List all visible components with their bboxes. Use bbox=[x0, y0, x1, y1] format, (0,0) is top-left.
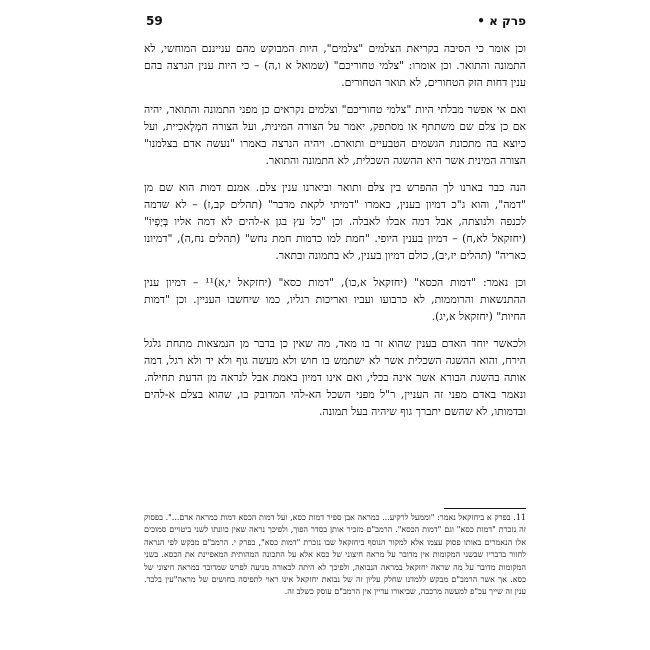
running-title: פרק א • bbox=[477, 14, 526, 28]
footnote-divider bbox=[444, 508, 526, 509]
paragraph: הנה כבר בארנו לך ההפרש בין צלם ותואר וביארנו ענין צלם. אמנם דמות הוא שם מן "דמה", והוא ג"כ דמיון בענין, כאמרו "דמיתי לקאת מדבר" (תהלים קב,ז) – לא שדמה לכנפה ולנוצתה, אבל דמה אבלו לאבלה. וכן "כל עץ בגן א-להים לא דמה אליו בְּיָפְיוֹ" (יחזקאל לא,ח) – דמיון בענין היופי. "חמת למו כדמות חמת נחש" (תהלים נח,ה), "דמיונו כאריה" (תהלים יז,יב), כולם דמיון בענין, לא בתמונה ובתאר. bbox=[144, 181, 526, 262]
main-text bbox=[144, 40, 526, 430]
page-number: 59 bbox=[146, 14, 163, 28]
paragraph: וכן אומר כי הסיבה בקריאת הצלמים "צלמים", היות המבוקש מהם ענייננם המוחשי, לא התמונה והתואר. וכן אומרו: "צלמי טחוריכם" (שמואל א ו,ה) – כי היות ענין הנרצה בהם ענין דחות הזק הטחורים, לא תואר הטחורים. bbox=[144, 42, 526, 89]
paragraph: וכן נאמר: "דמות הכסא" (יחזקאל א,כו), "דמות כסא" (יחזקאל י,א)¹¹ – דמיון ענין ההתנשאות והרוממות, לא כרבועו ועביו ואריכות רגליו, כמו שיחשבו העניין. וכן "דמות החיות" (יחזקאל א,יג). bbox=[144, 276, 526, 323]
footnote: 11. בפרק א ביחזקאל נאמר: "וממעל לרקיע... כמראה אבן ספיר דמות כסא, ועל דמות הכסא דמות כמראה אדם...". בפסוק זה נזכרת "דמות כסא" וגם "דמות הכסא". הרמב"ם מזכיר אותן בסדר הפוך, ולפיכך נראה שאין כוונתו לשני ביטויים סמוכים אלו הנאמרים באותו פסוק עצמו אלא למקור הנוסף ביחזקאל שבו נזכרת "דמות כסא", בפרק י. הרמב"ם מבקש לפי הנראה לחזור בדבריו שבשני המקומות אין מדובר על מראה חיצוני של כסא אלא על התכונה המהותית המאפיינת את הכסא. בשני המקומות מדובר על מה שראה יחזקאל במראה הנבואה, ולפיכך לא היתה לכאורה מניעה לפרש שמדובר במראה חיצוני של כסא. אך אשר הרמב"ם מבקש ללמדנו שחלק עליון זה של נבואת יחזקאל אינו ראוי לתפיסה בחושים של מראה"עין בלבד. ענין זה שייך עכ"פ למעשה מרכבה, שביאורו עדיין אין הרמב"ם עוסק כשלב זה. bbox=[144, 513, 526, 597]
page-header bbox=[146, 14, 526, 32]
paragraph: ולכאשר יוחד האדם בענין שהוא זר בו מאד, מה שאין כן בדבר מן הנמצאות מתחת גלגל הירח, והוא ההשגה השכלית אשר לא ישתמש בו חוש ולא מעשה גוף ולא יד ולא רגל, דמה אותה בהשגת הבורא אשר אינה בכלי, ואם אינו דמיון באמת אבל לנראה מן הדעת תחילה. ונאמר באדם מפני זה העניין, ר"ל מפני השכל הא-להי המדובק בו, שהוא בצלם א-להים ובדמותו, לא שהשם יתברך גוף שיהיה בעל תמונה. bbox=[144, 337, 526, 418]
footnotes bbox=[144, 512, 526, 599]
paragraph: ואם אי אפשר מבלתי היות "צלמי טחוריכם" וצלמים נקראים כן מפני התמונה והתואר, יהיה אם כן צלם שם משתתף או מסתפק, יאמר על הצורה המינית, ועל הצורה המְלָאכִיית, ועל כיוצא בה מתכונת הגשמים הטבעיים ותוארם. ויהיה הנרצה באמרו "נעשה אדם בצלמנו" הצורה המינית אשר היא ההשגה השכלית, לא התמונה והתואר. bbox=[144, 103, 526, 167]
